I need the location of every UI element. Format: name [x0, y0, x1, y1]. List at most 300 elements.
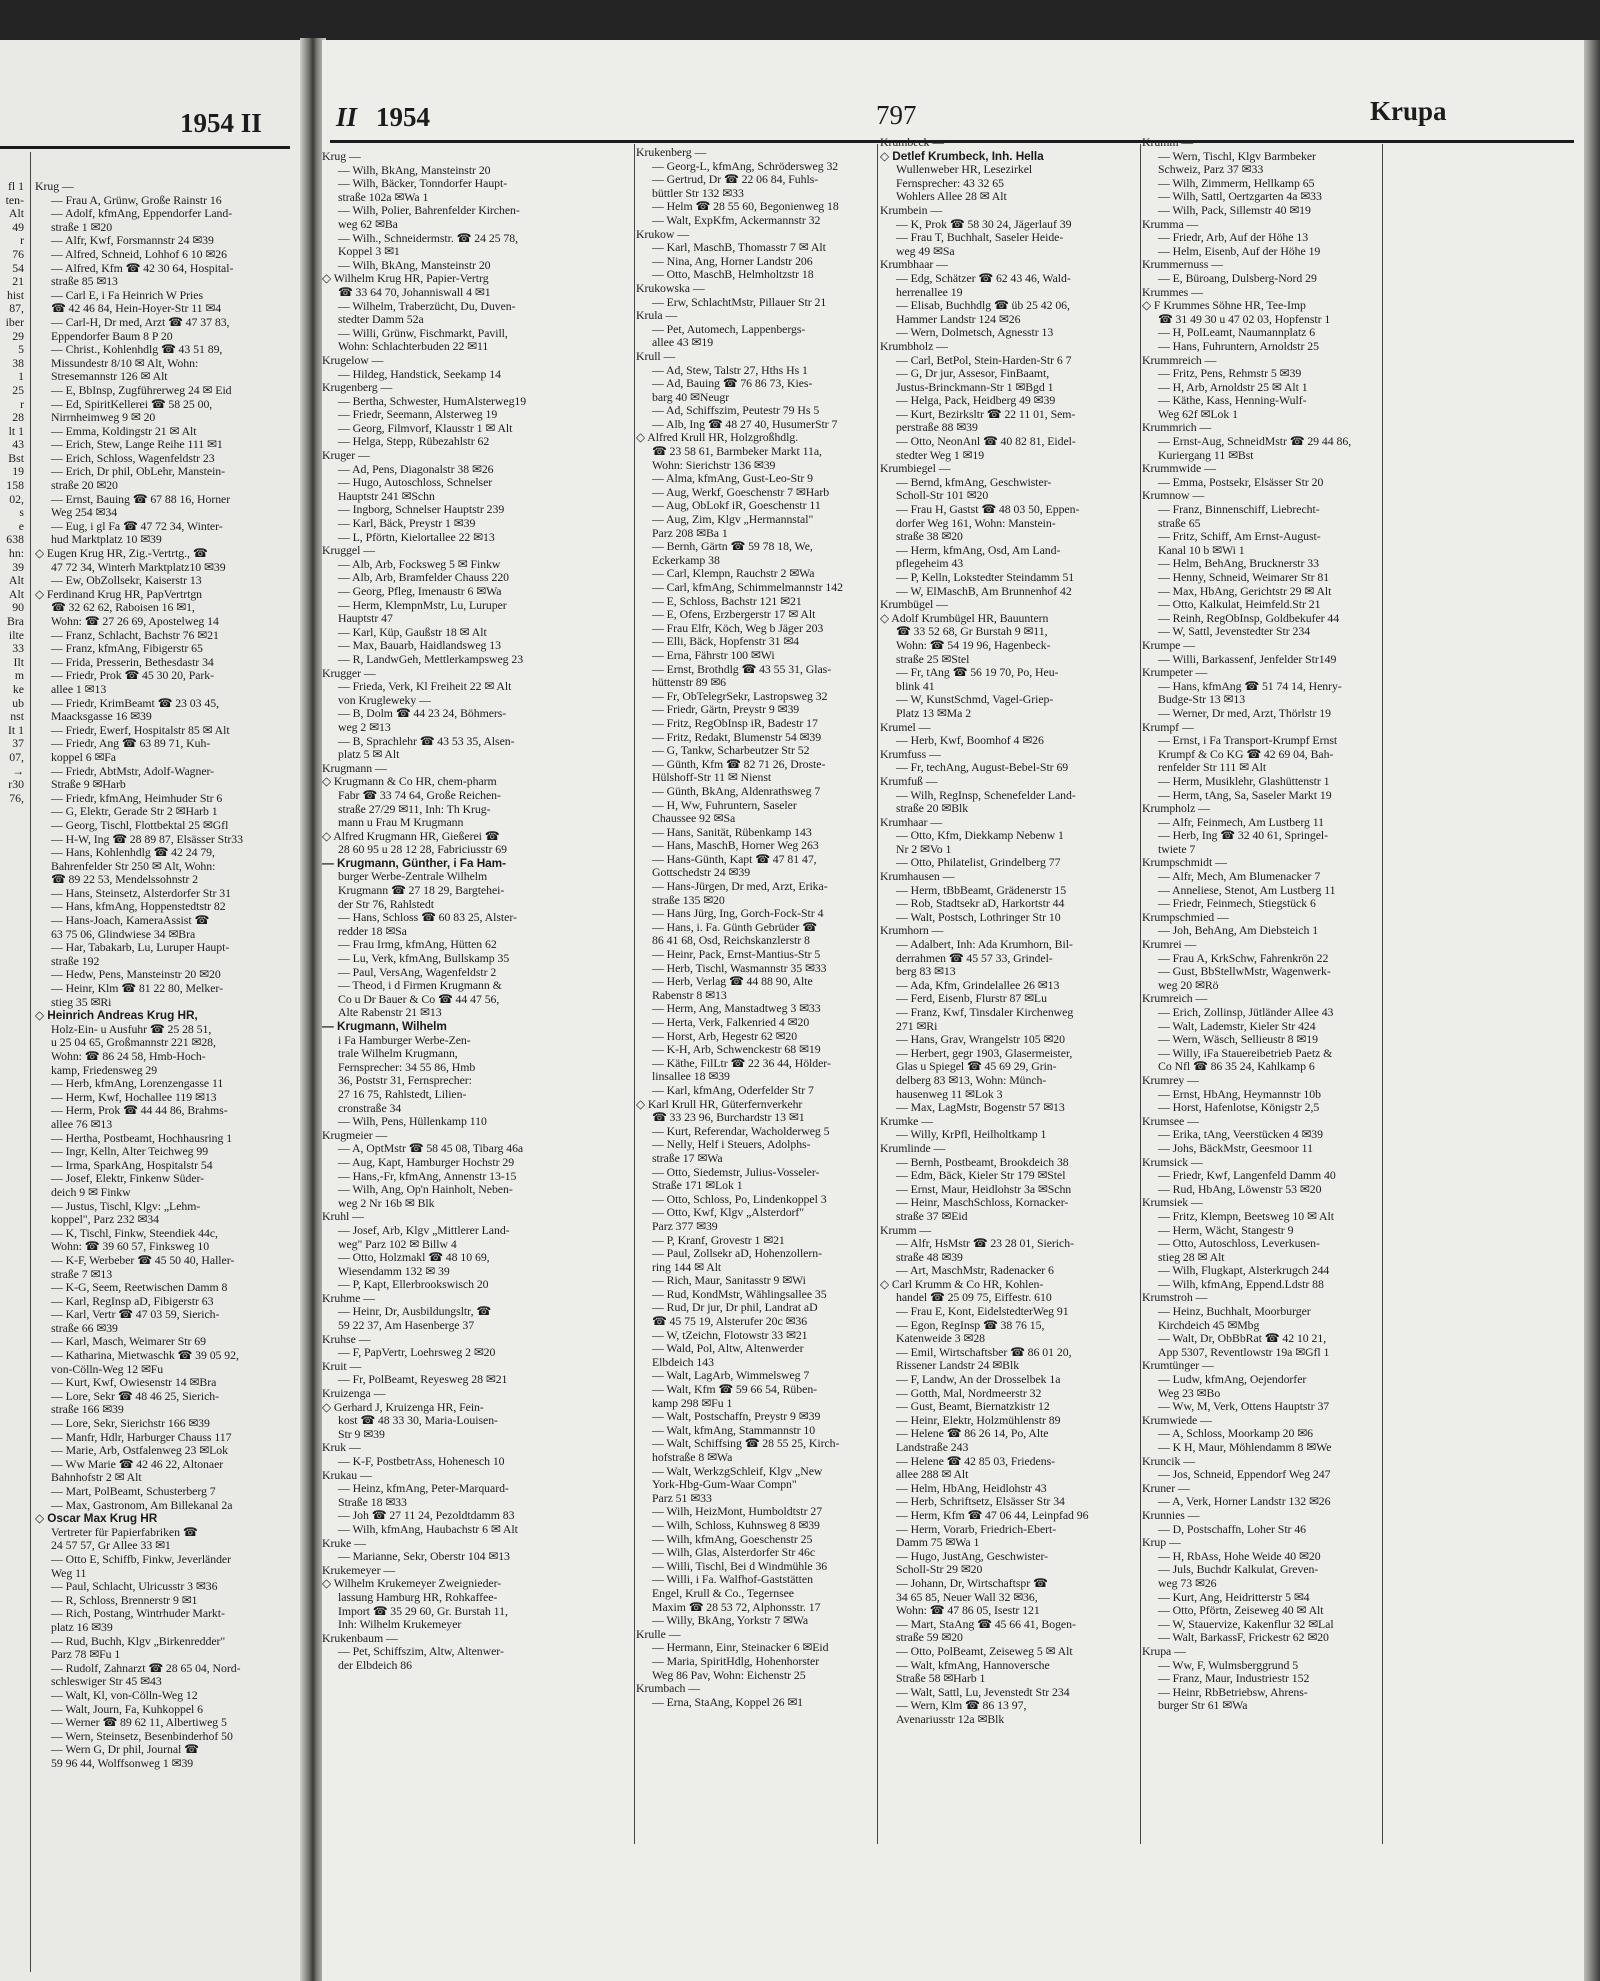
directory-surname-heading: ◇ Gerhard J, Kruizenga HR, Fein- — [322, 1400, 484, 1414]
edge-fragment: e — [18, 518, 24, 533]
directory-entry-line: Krumpf & Co KG ☎ 42 69 04, Bah- — [1158, 747, 1334, 761]
directory-entry-line: cronstraße 34 — [338, 1101, 402, 1115]
directory-surname-heading: Krukenbaum — — [322, 1631, 398, 1645]
directory-entry-line: — Walt, Lademstr, Kieler Str 424 — [1158, 1019, 1316, 1033]
directory-entry-line: — Karl, Vertr ☎ 47 03 59, Sierich- — [51, 1308, 220, 1322]
directory-surname-heading: Krunnies — — [1142, 1508, 1200, 1522]
directory-surname-heading: Krumbiegel — — [880, 462, 951, 476]
directory-entry-line: — Herm, Ang, Manstadtweg 3 ✉33 — [652, 1002, 821, 1016]
directory-entry-line: — Ww Marie ☎ 42 46 22, Altonaer — [51, 1457, 224, 1471]
directory-surname-heading: Krummrich — — [1142, 421, 1212, 435]
directory-surname-heading: Kruit — — [322, 1359, 362, 1373]
directory-entry-line: Kuriergang 11 ✉Bst — [1158, 448, 1254, 462]
directory-surname-heading: Kruhl — — [322, 1210, 364, 1224]
directory-entry-line: straße 48 ✉39 — [896, 1250, 963, 1264]
directory-surname-heading: Krumm — — [880, 1223, 932, 1237]
directory-surname-heading: Krumstroh — — [1142, 1291, 1208, 1305]
directory-entry-line: — Karl, kfmAng, Oderfelder Str 7 — [652, 1083, 814, 1097]
directory-surname-heading: Krummreich — — [1142, 353, 1217, 367]
directory-entry-line: kamp 298 ✉Fu 1 — [652, 1396, 733, 1410]
directory-entry-line: — E, Schloss, Bachstr 121 ✉21 — [652, 594, 802, 608]
directory-surname-heading: Kruke — — [322, 1536, 366, 1550]
directory-entry-line: — Herm, Vorarb, Friedrich-Ebert- — [896, 1522, 1057, 1536]
directory-entry-line: — Egon, RegInsp ☎ 38 76 15, — [896, 1318, 1045, 1332]
edge-fragment: r — [20, 233, 24, 248]
directory-entry-line: — Heinr, Klm ☎ 81 22 80, Melker- — [51, 982, 223, 996]
directory-entry-line: — Pet, Schiffszim, Altw, Altenwer- — [338, 1645, 504, 1659]
directory-surname-heading: Krup — — [1142, 1536, 1181, 1550]
directory-entry-line: redder 18 ✉Sa — [338, 924, 407, 938]
directory-entry-line: Straße 58 ✉Harb 1 — [896, 1672, 986, 1686]
directory-surname-heading: Krumbügel — — [880, 598, 948, 612]
directory-entry-line: herrenallee 19 — [896, 285, 963, 299]
edge-fragment: 638 — [6, 532, 24, 547]
directory-entry-line: straße 25 ✉Stel — [896, 652, 970, 666]
directory-entry-line: schleswiger Str 45 ✉43 — [51, 1675, 162, 1689]
directory-surname-heading: Krumpschmidt — — [1142, 856, 1227, 870]
directory-entry-line: — Edg, Schätzer ☎ 62 43 46, Wald- — [896, 271, 1071, 285]
directory-entry-line: — Frieda, Verk, Kl Freiheit 22 ✉ Alt — [338, 680, 512, 694]
directory-entry-line: Wohn: Sierichstr 136 ✉39 — [652, 458, 776, 472]
directory-entry-line: derrahmen ☎ 45 57 33, Grindel- — [896, 951, 1053, 965]
directory-entry-line: — Otto, Siedemstr, Julius-Vosseler- — [652, 1165, 820, 1179]
directory-entry-line: — Horst, Hafenlotse, Königstr 2,5 — [1158, 1101, 1320, 1115]
directory-entry-line: Damm 75 ✉Wa 1 — [896, 1536, 980, 1550]
directory-entry-line: Co Nfl ☎ 86 35 24, Kahlkamp 6 — [1158, 1060, 1315, 1074]
directory-surname-heading: Krula — — [636, 309, 678, 323]
directory-entry-line: — Ingr, Kelln, Alter Teichweg 99 — [51, 1145, 209, 1159]
directory-entry-line: Alte Rabenstr 21 ✉13 — [338, 1006, 442, 1020]
directory-entry-line: Str 9 ✉39 — [338, 1427, 385, 1441]
directory-entry-line: — Friedr, Prok ☎ 45 30 20, Park- — [51, 669, 215, 683]
directory-entry-line: — Fr, PolBeamt, Reyesweg 28 ✉21 — [338, 1373, 508, 1387]
directory-surname-heading: Krugelow — — [322, 353, 384, 367]
directory-entry-line: — Herm, Prok ☎ 44 44 86, Brahms- — [51, 1104, 228, 1118]
directory-surname-heading: Krumpholz — — [1142, 802, 1210, 816]
directory-entry-line: — Manfr, Hdlr, Harburger Chauss 117 — [51, 1430, 232, 1444]
directory-entry-line: ☎ 89 22 53, Mendelssohnstr 2 — [51, 873, 198, 887]
directory-bold-entry: — Krugmann, Wilhelm — [322, 1020, 447, 1033]
directory-entry-line: — Erich, Stew, Lange Reihe 111 ✉1 — [51, 438, 223, 452]
directory-entry-line: straße 1 ✉20 — [51, 220, 113, 234]
directory-entry-line: — H, PolLeamt, Naumannplatz 6 — [1158, 326, 1316, 340]
directory-entry-line: Koppel 3 ✉1 — [338, 245, 400, 259]
directory-entry-line: Straße 9 ✉Harb — [51, 778, 126, 792]
directory-surname-heading: ◇ Alfred Krull HR, Holzgroßhdlg. — [636, 431, 799, 445]
directory-entry-line: — Walt, WerkzgSchleif, Klgv „New — [652, 1464, 823, 1478]
directory-entry-line: Holz-Ein- u Ausfuhr ☎ 25 28 51, — [51, 1022, 212, 1036]
directory-entry-line: — Walt, BarkassF, Frickestr 62 ✉20 — [1158, 1631, 1329, 1645]
edge-fragment: 1 — [18, 369, 24, 384]
edge-fragment: 43 — [12, 437, 24, 452]
directory-entry-line: — Alb, Arb, Bramfelder Chauss 220 — [338, 571, 510, 585]
directory-entry-line: — Ew, ObZollsekr, Kaiserstr 13 — [51, 574, 202, 588]
directory-entry-line: — Ernst, Brothdlg ☎ 43 55 31, Glas- — [652, 662, 832, 676]
directory-entry-line: Katenweide 3 ✉28 — [896, 1332, 986, 1346]
directory-entry-line: Parz 51 ✉33 — [652, 1491, 712, 1505]
edge-fragment: ub — [12, 695, 24, 710]
directory-entry-line: Vertreter für Papierfabriken ☎ — [51, 1525, 198, 1539]
directory-surname-heading: Krumhausen — — [880, 870, 955, 884]
directory-entry-line: 47 72 34, Winterh Marktplatz10 ✉39 — [51, 560, 226, 574]
directory-entry-line: — Carl, Klempn, Rauchstr 2 ✉Wa — [652, 567, 815, 581]
directory-surname-heading: Krumm — — [1142, 136, 1194, 149]
directory-entry-line: — Erw, SchlachtMstr, Pillauer Str 21 — [652, 295, 827, 309]
directory-surname-heading: Krumbein — — [880, 203, 943, 217]
directory-entry-line: — Helene ☎ 42 85 03, Friedens- — [896, 1454, 1055, 1468]
directory-entry-line: der Str 76, Rahlstedt — [338, 897, 434, 911]
directory-entry-line: Wohn: ☎ 54 19 96, Hagenbeck- — [896, 638, 1051, 652]
directory-entry-line: — Otto, Kwf, Klgv „Alsterdorf" — [652, 1206, 805, 1220]
directory-entry-line: Wohn: Schlachterbuden 22 ✉11 — [338, 340, 489, 354]
edge-fragment: 33 — [12, 641, 24, 656]
directory-surname-heading: Kruizenga — — [322, 1387, 386, 1401]
directory-surname-heading: Krugenberg — — [322, 381, 393, 395]
directory-entry-line: Bahrenfelder Str 250 ✉ Alt, Wohn: — [51, 859, 216, 873]
directory-column-1 — [322, 150, 632, 1673]
directory-entry-line: — Fritz, Pens, Rehmstr 5 ✉39 — [1158, 367, 1302, 381]
directory-entry-line: — Herm, tAng, Sa, Saseler Markt 19 — [1158, 788, 1332, 802]
directory-surname-heading: Krug — — [322, 150, 361, 163]
directory-column-2 — [636, 146, 875, 1709]
directory-entry-line: u 25 04 65, Großmannstr 221 ✉28, — [51, 1036, 216, 1050]
directory-entry-line: — Gust, BbStellwMstr, Wagenwerk- — [1158, 965, 1331, 979]
directory-entry-line: — Willi, Barkassenf, Jenfelder Str149 — [1158, 652, 1337, 666]
page-year: 1954 — [376, 102, 430, 132]
directory-entry-line: — Helm ☎ 28 55 60, Begonienweg 18 — [652, 200, 839, 214]
column-rule-1 — [634, 144, 635, 1844]
directory-entry-line: — Frida, Presserin, Bethesdastr 34 — [51, 655, 214, 669]
directory-entry-line: — Alfr, Feinmech, Am Lustberg 11 — [1158, 815, 1325, 829]
directory-entry-line: Wohn: ☎ 39 60 57, Finksweg 10 — [51, 1240, 210, 1254]
directory-entry-line: Wullenweber HR, Lesezirkel — [896, 163, 1033, 177]
directory-entry-line: — Friedr, kfmAng, Heimhuder Str 6 — [51, 791, 223, 805]
directory-entry-line: — Willi, Tischl, Bei d Windmühle 36 — [652, 1559, 828, 1573]
directory-entry-line: — Georg, Tischl, Flottbektal 25 ✉Gfl — [51, 818, 229, 832]
directory-entry-line: — Herb, Schriftsetz, Elsässer Str 34 — [896, 1495, 1065, 1509]
edge-fragment: ke — [12, 681, 24, 696]
directory-entry-line: — Herb, kfmAng, Lorenzengasse 11 — [51, 1077, 224, 1091]
directory-entry-line: — Hedw, Pens, Mansteinstr 20 ✉20 — [51, 968, 221, 982]
directory-surname-heading: Krugger — — [322, 666, 376, 680]
directory-entry-line: koppel 6 ✉Fa — [51, 750, 116, 764]
directory-entry-line: 59 96 44, Wolffsonweg 1 ✉39 — [51, 1756, 194, 1770]
directory-entry-line: — Herb, Tischl, Wasmannstr 35 ✉33 — [652, 961, 827, 975]
directory-surname-heading: Kruggel — — [322, 544, 375, 558]
directory-entry-line: — Franz, Maur, Industriestr 152 — [1158, 1672, 1310, 1686]
directory-entry-line: — Herm, Musiklehr, Glashüttenstr 1 — [1158, 774, 1330, 788]
directory-entry-line: — Heinz, Buchhalt, Moorburger — [1158, 1305, 1311, 1319]
directory-surname-heading: Krumfuss — — [880, 747, 941, 761]
directory-entry-line: — Fritz, Klempn, Beetsweg 10 ✉ Alt — [1158, 1209, 1334, 1223]
directory-entry-line: koppel", Parz 232 ✉34 — [51, 1213, 160, 1227]
directory-entry-line: — Herta, Verk, Falkenried 4 ✉20 — [652, 1016, 810, 1029]
left-header-rule — [0, 146, 290, 149]
directory-surname-heading: Krumwiede — — [1142, 1413, 1212, 1427]
directory-entry-line: allee 288 ✉ Alt — [896, 1468, 969, 1482]
directory-entry-line: — Hans, Grav, Wrangelstr 105 ✉20 — [896, 1033, 1065, 1047]
directory-entry-line: — Käthe, FilLtr ☎ 22 36 44, Hölder- — [652, 1056, 831, 1070]
directory-entry-line: — Karl, Bäck, Preystr 1 ✉39 — [338, 517, 476, 531]
directory-entry-line: — Justus, Tischl, Klgv: „Lehm- — [51, 1199, 201, 1213]
left-page-column — [35, 180, 299, 1770]
directory-entry-line: Rabenstr 8 ✉13 — [652, 988, 727, 1002]
directory-entry-line: — Fr, techAng, August-Bebel-Str 69 — [896, 761, 1069, 775]
directory-entry-line: weg 62 ✉Ba — [338, 217, 398, 231]
directory-surname-heading: Krumsee — — [1142, 1114, 1199, 1128]
edge-fragment: 07, — [9, 749, 24, 764]
directory-entry-line: — Karl, MaschB, Thomasstr 7 ✉ Alt — [652, 241, 826, 255]
directory-column-4 — [1142, 136, 1380, 1713]
directory-entry-line: kost ☎ 48 33 30, Maria-Louisen- — [338, 1414, 498, 1428]
directory-entry-line: — Rich, Postang, Wintrhuder Markt- — [51, 1607, 225, 1621]
directory-entry-line: — Herm, Kfm ☎ 47 06 44, Leinpfad 96 — [896, 1508, 1089, 1522]
directory-entry-line: Parz 78 ✉Fu 1 — [51, 1648, 121, 1662]
directory-entry-line: — Frau A, KrkSchw, Fahrenkrön 22 — [1158, 951, 1329, 965]
directory-entry-line: — Otto, Philatelist, Grindelberg 77 — [896, 856, 1061, 870]
directory-entry-line: — Otto, Pförtn, Zeiseweg 40 ✉ Alt — [1158, 1604, 1324, 1618]
directory-entry-line: burger Str 61 ✉Wa — [1158, 1699, 1248, 1713]
directory-entry-line: straße 38 ✉20 — [896, 530, 963, 544]
directory-entry-line: lassung Hamburg HR, Rohkaffee- — [338, 1590, 498, 1604]
directory-entry-line: — Wilhelm, Traberzücht, Du, Duven- — [338, 299, 516, 313]
directory-entry-line: — Hans, kfmAng, Hoppenstedtstr 82 — [51, 900, 226, 914]
directory-entry-line: — Jos, Schneid, Eppendorf Weg 247 — [1158, 1468, 1331, 1482]
directory-surname-heading: Krugmeier — — [322, 1128, 388, 1142]
edge-fragment: ten- — [5, 192, 24, 207]
directory-entry-line: — Werner ☎ 89 62 11, Albertiweg 5 — [51, 1716, 227, 1730]
directory-entry-line: 86 41 68, Osd, Reichskanzlerstr 8 — [652, 934, 810, 948]
directory-entry-line: — Elisab, Buchhdlg ☎ üb 25 42 06, — [896, 299, 1070, 313]
directory-entry-line: Parz 377 ✉39 — [652, 1219, 718, 1233]
directory-entry-line: — Fr, ObTelegrSekr, Lastropsweg 32 — [652, 689, 828, 703]
directory-entry-line: ☎ 32 62 62, Raboisen 16 ✉1, — [51, 601, 195, 615]
directory-entry-line: — Friedr, KrimBeamt ☎ 23 03 45, — [51, 696, 219, 710]
directory-entry-line: — Bernd, kfmAng, Geschwister- — [896, 475, 1052, 489]
directory-entry-line: Wohn: ☎ 47 86 05, Isestr 121 — [896, 1604, 1040, 1618]
directory-entry-line: — Christ., Kohlenhdlg ☎ 43 51 89, — [51, 343, 223, 357]
directory-entry-line: — Ingborg, Schnelser Hauptstr 239 — [338, 503, 505, 517]
left-column-rule — [30, 152, 31, 1972]
directory-entry-line: — Henny, Schneid, Weimarer Str 81 — [1158, 571, 1330, 584]
directory-entry-line: — G, Elektr, Gerade Str 2 ✉Harb 1 — [51, 805, 218, 819]
directory-entry-line: — G, Tankw, Scharbeutzer Str 52 — [652, 744, 810, 758]
directory-entry-line: — Hans, Steinsetz, Alsterdorfer Str 31 — [51, 886, 231, 900]
directory-surname-heading: Krumsiek — — [1142, 1196, 1203, 1210]
directory-entry-line: — Josef, Elektr, Finkenw Süder- — [51, 1172, 205, 1186]
directory-entry-line: weg 20 ✉Rö — [1158, 978, 1219, 992]
directory-entry-line: — W, Sattl, Jevenstedter Str 234 — [1158, 625, 1311, 639]
directory-entry-line: — Emil, Wirtschaftsber ☎ 86 01 20, — [896, 1345, 1072, 1359]
directory-entry-line: — Erich, Zollinsp, Jütländer Allee 43 — [1158, 1006, 1334, 1019]
directory-entry-line: — Max, HbAng, Gerichtstr 29 ✉ Alt — [1158, 584, 1332, 598]
directory-entry-line: — Otto, PolBeamt, Zeiseweg 5 ✉ Alt — [896, 1644, 1073, 1658]
directory-surname-heading: Krug — — [35, 180, 74, 193]
directory-entry-line: Engel, Krull & Co., Tegernsee — [652, 1586, 794, 1600]
edge-fragment: 49 — [12, 219, 24, 234]
directory-bold-entry: ◇ Detlef Krumbeck, Inh. Hella — [880, 149, 1044, 163]
directory-entry-line: — Nelly, Helf i Steuers, Adolphs- — [652, 1138, 811, 1152]
directory-entry-line: — Erna, StaAng, Koppel 26 ✉1 — [652, 1695, 804, 1709]
directory-surname-heading: Krumel — — [880, 720, 931, 734]
directory-entry-line: — Paul, VersAng, Wagenfeldstr 2 — [338, 965, 497, 979]
directory-entry-line: — E, BbInsp, Zugführerweg 24 ✉ Eid — [51, 383, 232, 397]
directory-entry-line: — Otto, Holzmakl ☎ 48 10 69, — [338, 1251, 490, 1265]
directory-entry-line: der Elbdeich 86 — [338, 1658, 412, 1672]
directory-surname-heading: Krumpschmied — — [1142, 910, 1229, 924]
edge-fragment: fl 1 — [7, 179, 24, 193]
directory-entry-line: — Pet, Automech, Lappenbergs- — [652, 322, 806, 336]
directory-entry-line: — K, Tischl, Finkw, Steendiek 44c, — [51, 1226, 218, 1240]
directory-entry-line: — Ernst, Maur, Heidlohstr 3a ✉Schn — [896, 1182, 1072, 1196]
edge-fragment: 90 — [12, 600, 24, 615]
edge-fragment: Alt — [8, 206, 24, 221]
directory-entry-line: weg 73 ✉26 — [1158, 1576, 1217, 1590]
directory-entry-line: — Wern, Wäsch, Sellieustr 8 ✉19 — [1158, 1033, 1318, 1047]
directory-entry-line: — Helga, Pack, Heidberg 49 ✉39 — [896, 394, 1056, 408]
directory-bold-entry: ◇ Oscar Max Krug HR — [35, 1512, 158, 1526]
directory-entry-line: Weg 86 Pav, Wohn: Eichenstr 25 — [652, 1668, 806, 1682]
edge-fragment: 5 — [18, 342, 24, 357]
directory-entry-line: — Aug, Zim, Klgv „Hermannstal" — [652, 513, 814, 527]
directory-entry-line: — Wern, Steinsetz, Besenbinderhof 50 — [51, 1729, 233, 1743]
directory-entry-line: — P, Kranf, Grovestr 1 ✉21 — [652, 1233, 785, 1247]
directory-entry-line: — Hans, MaschB, Horner Weg 263 — [652, 839, 819, 853]
directory-entry-line: — Maria, SpiritHdlg, Hohenhorster — [652, 1654, 820, 1668]
directory-surname-heading: Krumpf — — [1142, 720, 1194, 734]
edge-fragment: m — [14, 668, 24, 683]
directory-entry-line: Justus-Brinckmann-Str 1 ✉Bgd 1 — [896, 380, 1054, 394]
directory-surname-heading: Krumhaar — — [880, 815, 943, 829]
edge-fragment: 28 — [12, 410, 24, 425]
running-head: Krupa — [1370, 96, 1447, 126]
directory-entry-line: — Wilh, Pack, Sillemstr 40 ✉19 — [1158, 203, 1311, 217]
directory-entry-line: kamp, Friedensweg 29 — [51, 1063, 158, 1077]
directory-entry-line: — Wern G, Dr phil, Journal ☎ — [51, 1743, 199, 1757]
directory-surname-heading: Krukau — — [322, 1468, 372, 1482]
directory-entry-line: — Wilh, Ang, Op'n Hainholt, Neben- — [338, 1183, 513, 1197]
directory-entry-line: — A, Schloss, Moorkamp 20 ✉6 — [1158, 1427, 1313, 1441]
directory-entry-line: — Bernh, Gärtn ☎ 59 78 18, We, — [652, 540, 813, 554]
directory-entry-line: — Hermann, Einr, Steinacker 6 ✉Eid — [652, 1641, 829, 1655]
directory-entry-line: — Carl-H, Dr med, Arzt ☎ 47 37 83, — [51, 315, 230, 329]
directory-entry-line: — Gertrud, Dr ☎ 22 06 84, Fuhls- — [652, 173, 819, 187]
directory-entry-line: Fabr ☎ 33 74 64, Große Reichen- — [338, 788, 501, 802]
directory-entry-line: — Wilh, Zimmerm, Hellkamp 65 — [1158, 176, 1315, 190]
edge-fragment: 39 — [12, 559, 24, 574]
directory-entry-line: — Theod, i d Firmen Krugmann & — [338, 979, 502, 993]
directory-entry-line: — Walt, Dr, ObBbRat ☎ 42 10 21, — [1158, 1332, 1327, 1346]
directory-entry-line: burger Werbe-Zentrale Wilhelm — [338, 870, 488, 884]
directory-entry-line: handel ☎ 25 09 75, Eiffestr. 610 — [896, 1291, 1052, 1305]
directory-entry-line: stedter Damm 52a — [338, 313, 424, 327]
directory-entry-line: — Fr, tAng ☎ 56 19 70, Po, Heu- — [896, 666, 1059, 680]
directory-entry-line: Kanal 10 b ✉Wi 1 — [1158, 543, 1245, 557]
directory-entry-line: — Rud, HbAng, Löwenstr 53 ✉20 — [1158, 1182, 1322, 1196]
directory-entry-line: 63 75 06, Glindwiese 34 ✉Bra — [51, 927, 196, 941]
directory-entry-line: Wohn: ☎ 86 24 58, Hmb-Hoch- — [51, 1050, 206, 1063]
directory-entry-line: — W, KunstSchmd, Vagel-Griep- — [896, 693, 1054, 707]
directory-entry-line: — Johs, BäckMstr, Geesmoor 11 — [1158, 1141, 1313, 1155]
directory-entry-line: — Willy, BkAng, Yorkstr 7 ✉Wa — [652, 1614, 809, 1628]
directory-entry-line: — Rud, KondMstr, Wählingsallee 35 — [652, 1287, 827, 1301]
directory-entry-line: — Kurt, Referendar, Wacholderweg 5 — [652, 1124, 830, 1138]
directory-entry-line: Import ☎ 35 29 60, Gr. Burstah 11, — [338, 1604, 508, 1618]
edge-fragment: Alt — [8, 586, 24, 601]
directory-entry-line: Scholl-Str 101 ✉20 — [896, 489, 989, 503]
directory-entry-line: — Ernst, i Fa Transport-Krumpf Ernst — [1158, 734, 1338, 748]
directory-entry-line: platz 16 ✉39 — [51, 1620, 113, 1634]
directory-entry-line: — Georg, Pfleg, Imenaustr 6 ✉Wa — [338, 585, 502, 598]
directory-entry-line: straße 65 — [1158, 516, 1201, 530]
directory-entry-line: Eckerkamp 38 — [652, 553, 720, 567]
directory-entry-line: — Katharina, Mietwaschk ☎ 39 05 92, — [51, 1349, 239, 1363]
directory-entry-line: Weg 62f ✉Lok 1 — [1158, 407, 1238, 421]
directory-entry-line: — Hans Jürg, Ing, Gorch-Fock-Str 4 — [652, 907, 824, 921]
directory-entry-line: — Rud, Buchh, Klgv „Birkenredder" — [51, 1634, 226, 1648]
edge-fragment: Bra — [6, 614, 24, 628]
directory-entry-line: — Herm, tBbBeamt, Grädenerstr 15 — [896, 883, 1067, 897]
directory-entry-line: Weg 11 — [51, 1566, 87, 1580]
directory-entry-line: — Hildeg, Handstick, Seekamp 14 — [338, 367, 501, 381]
directory-entry-line: — Walt, Sattl, Lu, Jevenstedt Str 234 — [896, 1685, 1070, 1699]
directory-entry-line: stedter Weg 1 ✉19 — [896, 448, 985, 462]
directory-entry-line: — Ernst, HbAng, Heymannstr 10b — [1158, 1087, 1321, 1101]
directory-entry-line: blink 41 — [896, 679, 935, 693]
directory-surname-heading: Krummernuss — — [1142, 258, 1223, 272]
directory-entry-line: — B, Dolm ☎ 44 23 24, Böhmers- — [338, 707, 507, 721]
directory-entry-line: — Wilh, Glas, Alsterdorfer Str 46c — [652, 1546, 816, 1560]
directory-entry-line: Hülshoff-Str 11 ✉ Nienst — [652, 771, 772, 785]
directory-entry-line: — Walt, Kl, von-Cölln-Weg 12 — [51, 1688, 198, 1702]
directory-entry-line: Gottschedstr 24 ✉39 — [652, 866, 751, 880]
directory-entry-line: — B, Sprachlehr ☎ 43 53 35, Alsen- — [338, 734, 515, 748]
directory-entry-line: ☎ 31 49 30 u 47 02 03, Hopfenstr 1 — [1158, 312, 1331, 326]
directory-surname-heading: Krull — — [636, 349, 676, 363]
directory-entry-line: pflegeheim 43 — [896, 557, 964, 571]
directory-entry-line: — Wilh, BkAng, Mansteinstr 20 — [338, 163, 491, 177]
directory-entry-line: Hauptstr 47 — [338, 612, 393, 626]
directory-entry-line: allee 1 ✉13 — [51, 682, 107, 696]
directory-entry-line: — E, Büroang, Dulsberg-Nord 29 — [1158, 271, 1317, 285]
directory-entry-line: — Georg, Filmvorf, Klausstr 1 ✉ Alt — [338, 421, 513, 435]
directory-entry-line: straße 102a ✉Wa 1 — [338, 190, 429, 204]
directory-entry-line: büttler Str 132 ✉33 — [652, 186, 744, 200]
directory-surname-heading: Kruk — — [322, 1441, 361, 1455]
directory-entry-line: — Lore, Sekr ☎ 48 46 25, Sierich- — [51, 1389, 220, 1403]
directory-entry-line: hausenweg 11 ✉Lok 3 — [896, 1087, 1003, 1101]
directory-entry-line: 34 65 85, Neuer Wall 32 ✉36, — [896, 1590, 1038, 1604]
left-edge-fragments — [0, 180, 28, 805]
directory-entry-line: — Helm, HbAng, Heidlohstr 43 — [896, 1481, 1047, 1495]
directory-entry-line: — K-H, Arb, Schwenckestr 68 ✉19 — [652, 1043, 821, 1057]
directory-entry-line: — Kurt, Bezirksltr ☎ 22 11 01, Sem- — [896, 407, 1076, 421]
directory-entry-line: straße 27/29 ✉11, Inh: Th Krug- — [338, 802, 491, 816]
directory-entry-line: — Max, Gastronom, Am Billekanal 2a — [51, 1498, 233, 1512]
directory-entry-line: 24 57 57, Gr Allee 33 ✉1 — [51, 1539, 171, 1553]
edge-fragment: 76 — [12, 246, 24, 261]
directory-entry-line: — R, Schloss, Brennerstr 9 ✉1 — [51, 1593, 198, 1607]
directory-entry-line: stieg 35 ✉Ri — [51, 995, 112, 1009]
directory-entry-line: — Franz, Schlacht, Bachstr 76 ✉21 — [51, 628, 219, 642]
edge-fragment: 37 — [12, 736, 24, 751]
directory-entry-line: — Elli, Bäck, Hopfenstr 31 ✉4 — [652, 635, 800, 649]
edge-fragment: r30 — [8, 777, 24, 792]
directory-entry-line: — Walt, Kfm ☎ 59 66 54, Rüben- — [652, 1383, 818, 1397]
edge-fragment: ilte — [8, 627, 24, 642]
directory-surname-heading: Krumke — — [880, 1114, 934, 1128]
directory-surname-heading: Kruhse — — [322, 1332, 371, 1346]
